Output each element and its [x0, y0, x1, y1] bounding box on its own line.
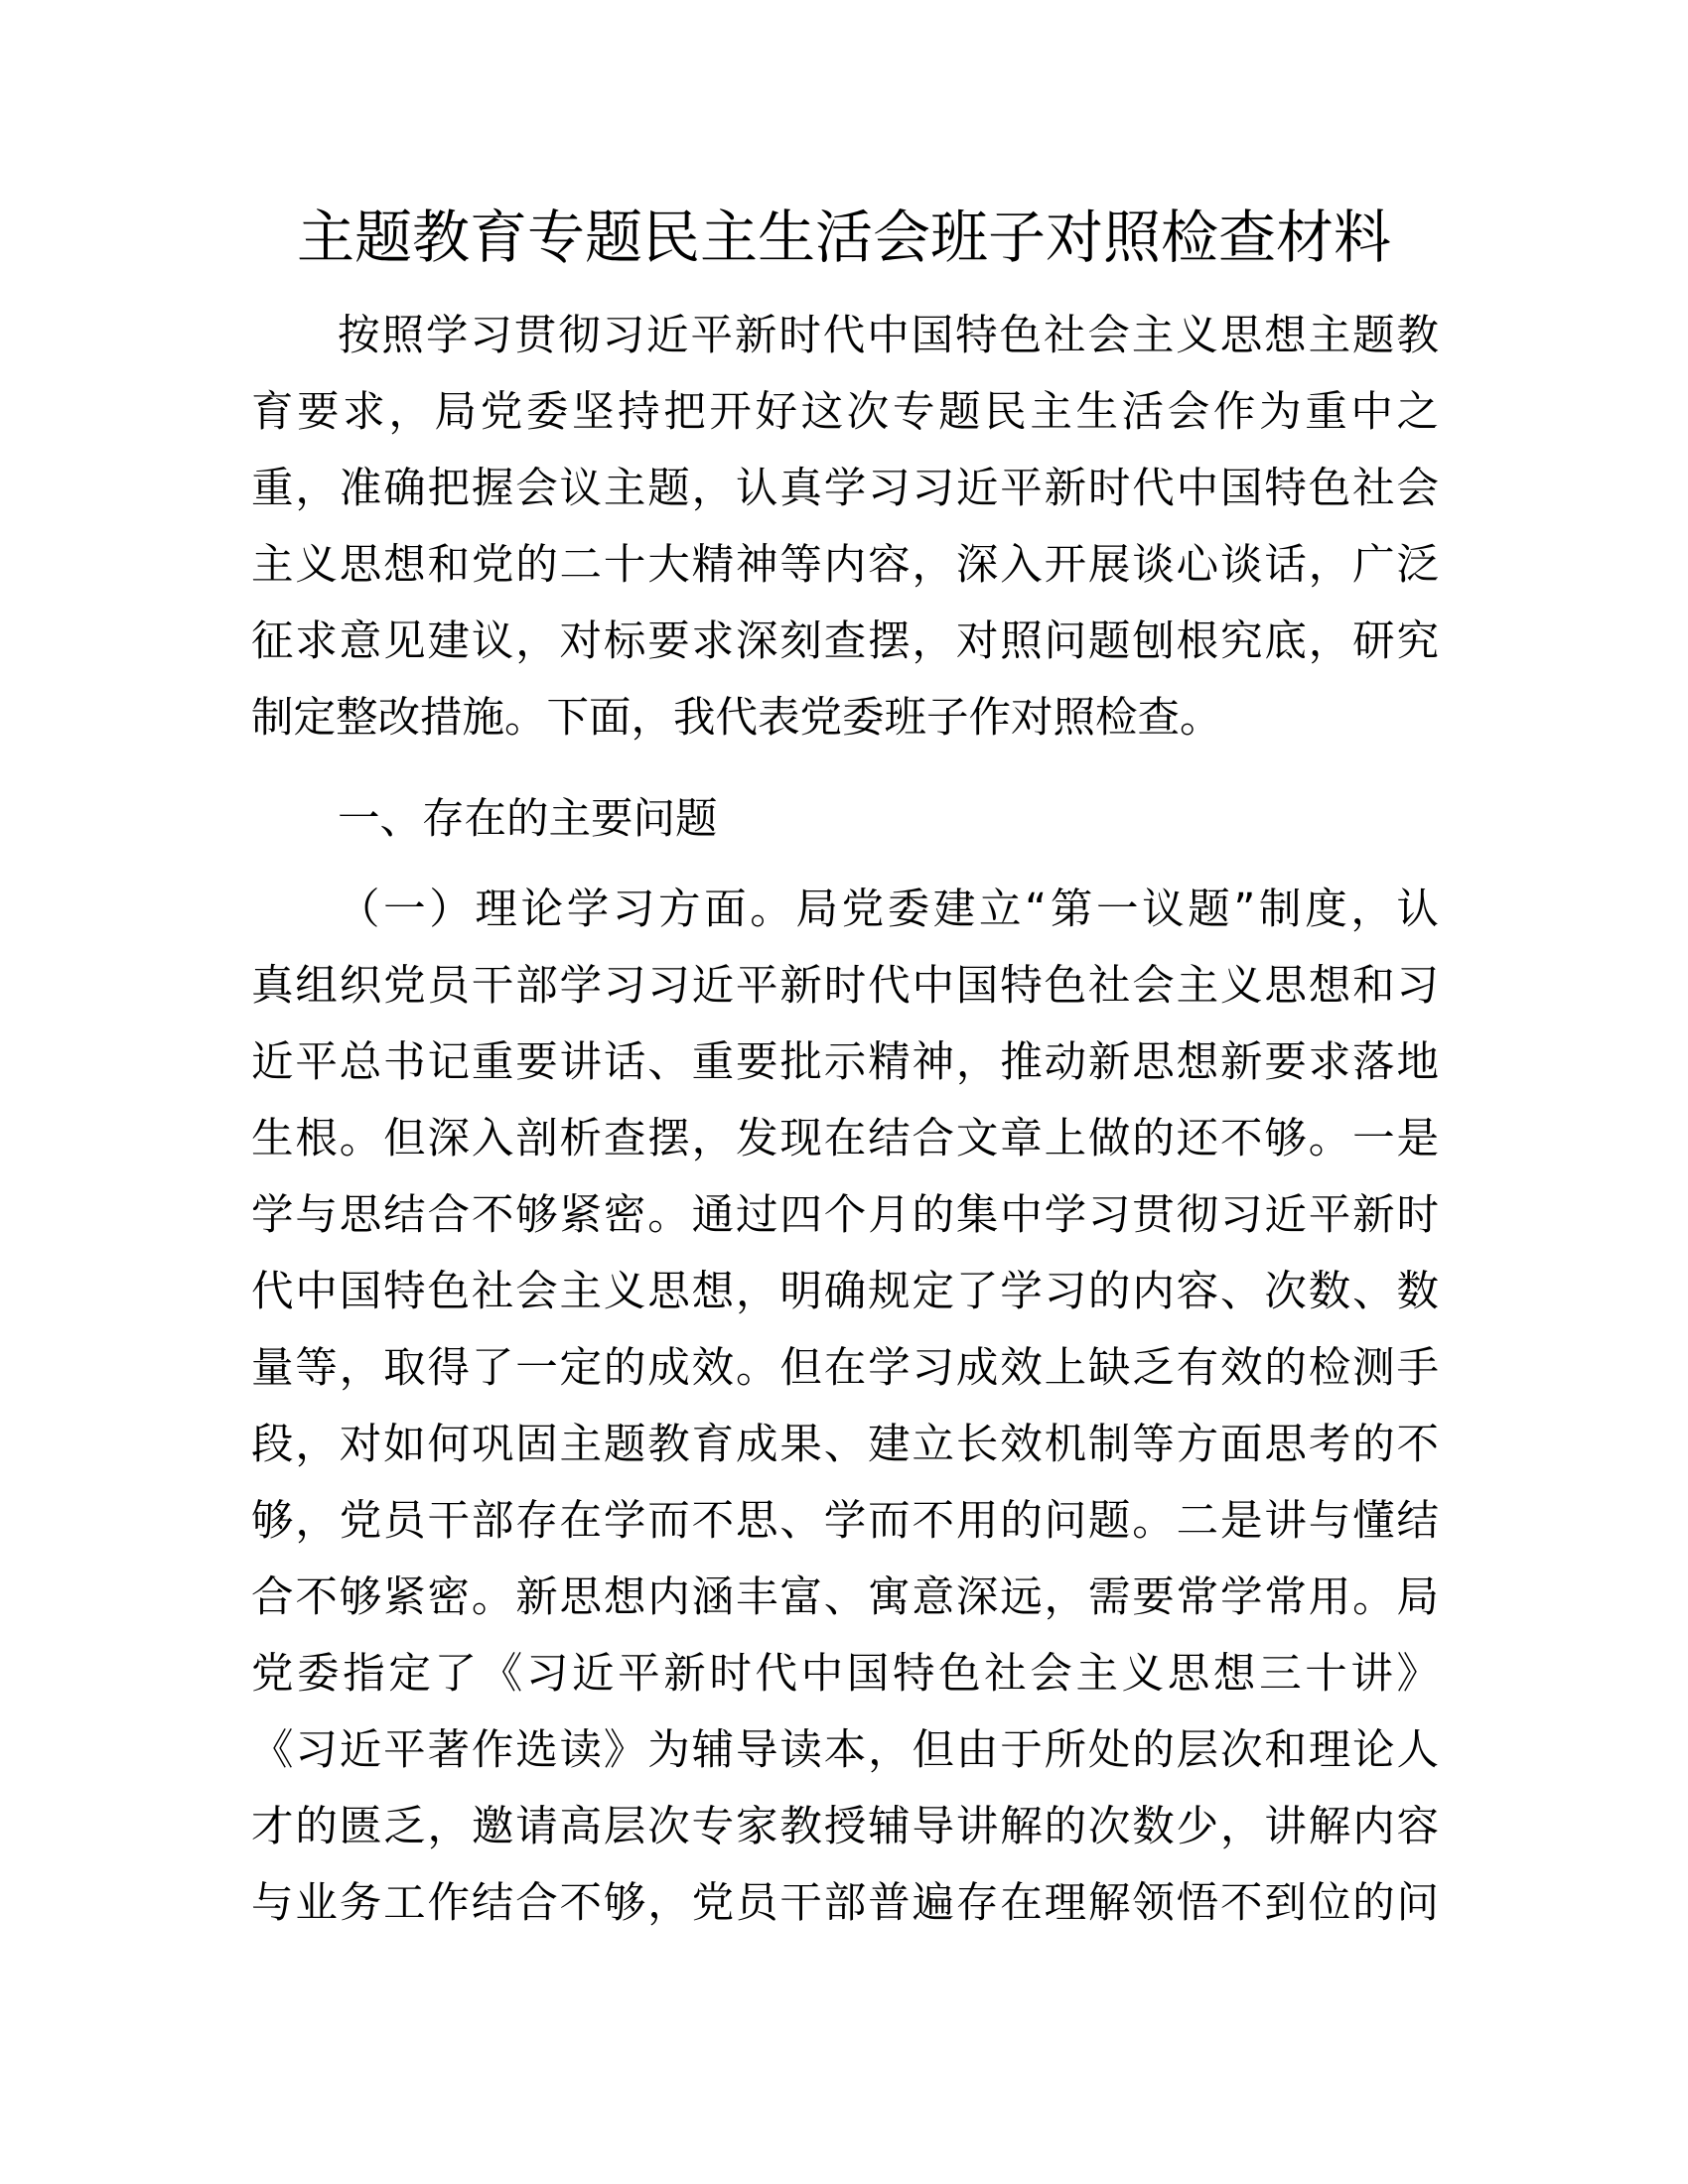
document-body	[251, 298, 1439, 1942]
text-line: 主义思想和党的二十大精神等内容，深入开展谈心谈话，广泛	[251, 541, 1439, 590]
text-line: 制定整改措施。下面，我代表党委班子作对照检查。	[251, 694, 1222, 743]
text-line: 生根。但深入剖析查摆，发现在结合文章上做的还不够。一是	[251, 1115, 1439, 1163]
text-line: 量等，取得了一定的成效。但在学习成效上缺乏有效的检测手	[251, 1344, 1439, 1393]
intro-paragraph	[251, 298, 1439, 756]
section-heading	[251, 781, 1439, 858]
text-line: 合不够紧密。新思想内涵丰富、寓意深远，需要常学常用。局	[251, 1573, 1439, 1622]
text-line: 《习近平著作选读》为辅导读本，但由于所处的层次和理论人	[251, 1726, 1439, 1775]
text-line: 学与思结合不够紧密。通过四个月的集中学习贯彻习近平新时	[251, 1191, 1439, 1240]
text-line: 与业务工作结合不够，党员干部普遍存在理解领悟不到位的问	[251, 1879, 1439, 1928]
text-line: 段，对如何巩固主题教育成果、建立长效机制等方面思考的不	[251, 1421, 1439, 1469]
text-line: 近平总书记重要讲话、重要批示精神，推动新思想新要求落地	[251, 1038, 1439, 1087]
text-line: 按照学习贯彻习近平新时代中国特色社会主义思想主题教	[338, 312, 1439, 360]
document-title: 主题教育专题民主生活会班子对照检查材料	[296, 204, 1391, 271]
text-line: 真组织党员干部学习习近平新时代中国特色社会主义思想和习	[251, 962, 1439, 1011]
text-line: 党委指定了《习近平新时代中国特色社会主义思想三十讲》	[251, 1650, 1439, 1699]
text-line: 才的匮乏，邀请高层次专家教授辅导讲解的次数少，讲解内容	[251, 1803, 1439, 1851]
text-line: 重，准确把握会议主题，认真学习习近平新时代中国特色社会	[251, 465, 1439, 513]
section-heading-text: 一、存在的主要问题	[338, 795, 718, 844]
text-line: 够，党员干部存在学而不思、学而不用的问题。二是讲与懂结	[251, 1497, 1439, 1546]
theory-study-paragraph	[251, 872, 1439, 1942]
text-line: 育要求，局党委坚持把开好这次专题民主生活会作为重中之	[251, 388, 1439, 437]
text-line: （一）理论学习方面。局党委建立“第一议题”制度，认	[338, 886, 1439, 934]
text-line: 代中国特色社会主义思想，明确规定了学习的内容、次数、数	[251, 1268, 1439, 1316]
text-line: 征求意见建议，对标要求深刻查摆，对照问题刨根究底，研究	[251, 617, 1439, 666]
